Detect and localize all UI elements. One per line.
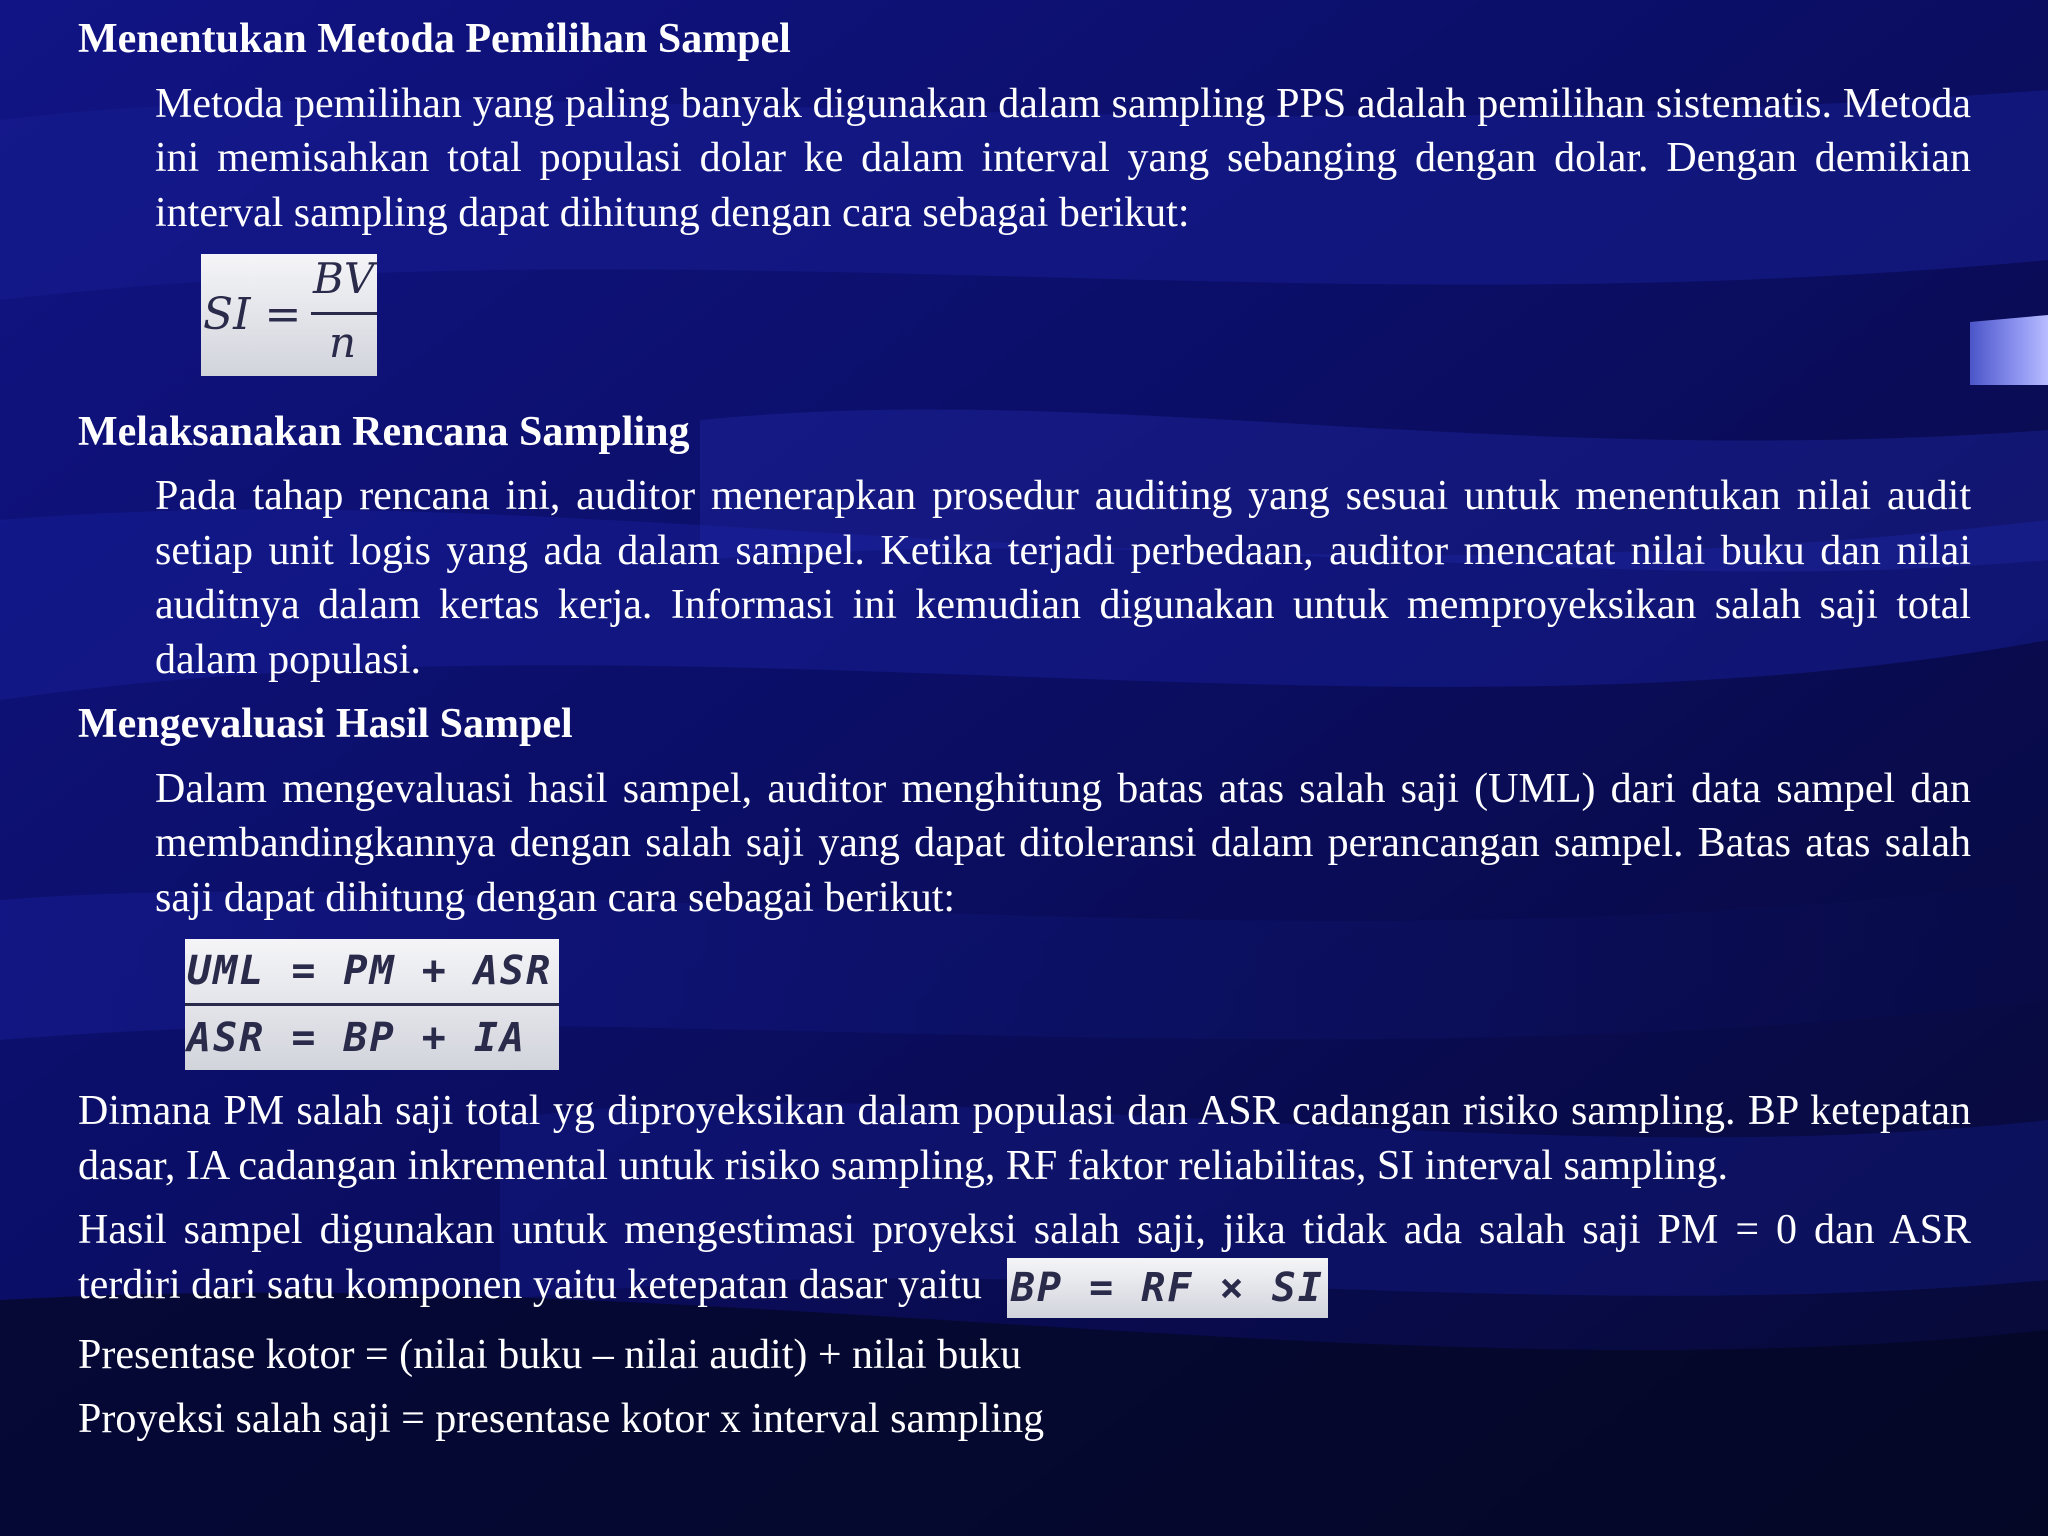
formula-asr: ASR = BP + IA — [185, 1003, 559, 1070]
formula-si-fraction-bar — [311, 312, 377, 315]
formula-sampling-interval — [201, 254, 377, 376]
paragraph-execute-plan: Pada tahap rencana ini, auditor menerapkan prosedur auditing yang sesuai untuk menentukan nilai audit setiap unit logis yang ada dalam sampel. Ketika terjadi perbedaan, auditor mencatat nilai buku dan nilai auditnya dalam kertas kerja. Informasi ini kemudian digunakan untuk memproyeksikan salah saji total dalam populasi. — [155, 473, 1971, 683]
paragraph-evaluate-results: Dalam mengevaluasi hasil sampel, auditor menghitung batas atas salah saji (UML) dari data sampel dan membandingkannya dengan salah saji yang dapat ditoleransi dalam perancangan sampel. Batas atas salah saji dapat dihitung dengan cara sebagai berikut: — [155, 765, 1971, 921]
formula-si-lhs: SI = — [203, 289, 302, 340]
section-heading-evaluate-results: Mengevaluasi Hasil Sampel — [78, 701, 573, 747]
slide-tab-accent — [1970, 315, 2048, 385]
formula-uml-asr — [185, 939, 559, 1070]
paragraph-definitions: Dimana PM salah saji total yg diproyeksikan dalam populasi dan ASR cadangan risiko sampling. BP ketepatan dasar, IA cadangan inkremental untuk risiko sampling, RF faktor reliabilitas, SI interval sampling. — [78, 1088, 1971, 1189]
paragraph-result — [78, 1203, 1971, 1318]
section-heading-selection-method: Menentukan Metoda Pemilihan Sampel — [78, 16, 791, 62]
result-text: Hasil sampel digunakan untuk mengestimasi proyeksi salah saji, jika tidak ada salah saji PM = 0 dan ASR terdiri dari satu komponen yaitu ketepatan dasar yaitu — [78, 1207, 1971, 1308]
paragraph-selection-method: Metoda pemilihan yang paling banyak digunakan dalam sampling PPS adalah pemilihan sistematis. Metoda ini memisahkan total populasi dolar ke dalam interval yang sebanging dengan dolar. Dengan demikian interval sampling dapat dihitung dengan cara sebagai berikut: — [155, 80, 1971, 236]
line-gross-percentage: Presentase kotor = (nilai buku – nilai audit) + nilai buku — [78, 1331, 1022, 1378]
section-heading-execute-plan: Melaksanakan Rencana Sampling — [78, 408, 690, 455]
slide-content — [78, 12, 1971, 1457]
formula-si-denominator: n — [329, 318, 357, 367]
formula-si-numerator: BV — [313, 254, 375, 303]
formula-bp: BP = RF × SI — [1007, 1258, 1328, 1318]
line-projection: Proyeksi salah saji = presentase kotor x interval sampling — [78, 1396, 1045, 1443]
formula-uml: UML = PM + ASR — [187, 948, 553, 994]
